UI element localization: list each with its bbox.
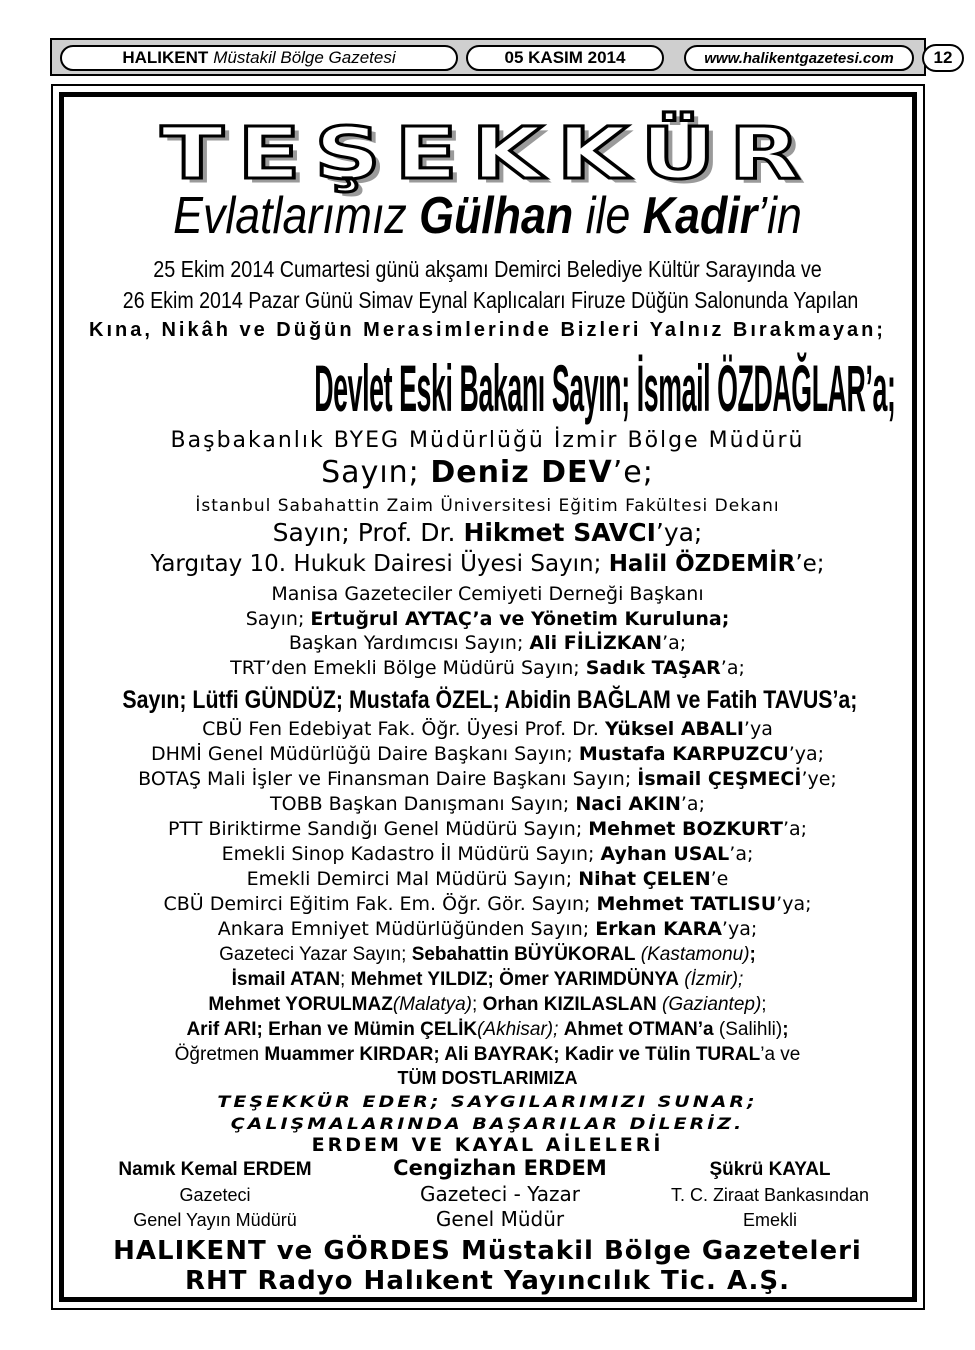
thanks-line: Başbakanlık BYEG Müdürlüğü İzmir Bölge Müdürü: [170, 428, 805, 453]
person-name: Ahmet OTMAN’a: [563, 1019, 714, 1040]
line-text: ;: [340, 969, 351, 990]
person-name: Naci AKIN: [575, 793, 681, 815]
signature-role-1b: Genel Yayın Müdürü: [133, 1210, 297, 1230]
intro-text: ’in: [757, 187, 802, 245]
line-text: ’ye;: [801, 768, 837, 790]
signature-name-1: Namık Kemal ERDEM: [118, 1159, 312, 1180]
person-name: Erkan KARA: [595, 918, 722, 940]
line-text: ’a;: [729, 843, 754, 865]
thanks-line: İstanbul Sabahattin Zaim Üniversitesi Eğitim Fakültesi Dekanı: [195, 496, 780, 516]
thanks-line: [60, 610, 915, 629]
person-name: Deniz DEV: [430, 455, 613, 490]
city-label: (Malatya): [392, 994, 472, 1015]
line-text: ’e;: [795, 551, 825, 577]
line-text: ’e;: [612, 455, 654, 490]
website-link[interactable]: www.halikentgazetesi.com: [684, 45, 914, 71]
thanks-line: [60, 845, 915, 864]
thanks-line: [60, 745, 915, 764]
person-name: Nihat ÇELEN: [578, 868, 711, 890]
line-text: Emekli Demirci Mal Müdürü Sayın;: [246, 868, 579, 890]
intro-text: ile: [573, 187, 643, 245]
line-text: ;: [749, 944, 756, 965]
person-name: Yüksel ABALI: [604, 718, 744, 740]
headline-thanks: Devlet Eski Bakanı Sayın; İsmail ÖZDAĞLAR’a;: [314, 351, 896, 425]
person-name: Ayhan USAL: [600, 843, 730, 865]
footer-line-1: HALIKENT ve GÖRDES Müstakil Bölge Gazeteleri: [113, 1236, 862, 1266]
person-name: Mehmet YILDIZ; Ömer YARIMDÜNYA: [350, 969, 679, 990]
person-name: Ali FİLİZKAN: [529, 632, 663, 654]
issue-date: 05 KASIM 2014: [466, 45, 664, 71]
event-line-3: Kına, Nikâh ve Düğün Merasimlerinde Bizleri Yalnız Bırakmayan;: [89, 319, 886, 341]
line-text: Gazeteci Yazar Sayın;: [219, 944, 412, 965]
city-label: (Kastamonu): [635, 944, 750, 965]
line-text: CBÜ Fen Edebiyat Fak. Öğr. Üyesi Prof. Dr.: [202, 718, 605, 740]
line-text: ’a;: [720, 657, 745, 679]
thanks-line: [60, 770, 915, 789]
thanks-line: [60, 634, 915, 653]
signature-role-3a: T. C. Ziraat Bankasından: [670, 1185, 870, 1205]
person-name: Orhan KIZILASLAN: [482, 994, 657, 1015]
signature-role-1a: Gazeteci: [179, 1185, 251, 1205]
thanks-line: Sayın; Lütfi GÜNDÜZ; Mustafa ÖZEL; Abidin BAĞLAM ve Fatih TAVUS’a;: [122, 686, 858, 714]
line-text: Sayın; Prof. Dr.: [272, 518, 464, 547]
thanks-line: [60, 455, 915, 490]
thanks-line: [60, 920, 915, 939]
line-text: Sayın;: [321, 455, 431, 490]
person-name: Halil ÖZDEMİR: [608, 551, 796, 577]
line-text: ’e: [710, 868, 729, 890]
city-label: (Salihli): [713, 1019, 783, 1040]
person-name: Mehmet TATLISU: [596, 893, 777, 915]
person-name: Hikmet SAVCI: [463, 518, 656, 547]
intro-name-2: Kadir: [642, 187, 758, 245]
thanks-line: [60, 1045, 915, 1064]
line-text: ’a;: [782, 818, 808, 840]
thanks-line: [60, 1020, 915, 1039]
signature-name-2: Cengizhan ERDEM: [393, 1156, 607, 1180]
newspaper-name-pill: [60, 45, 458, 71]
thanks-line: [60, 795, 915, 814]
intro-text: Evlatlarımız: [173, 187, 420, 245]
person-name: Sebahattin BÜYÜKORAL: [411, 944, 636, 965]
person-name: İsmail ATAN: [231, 969, 341, 990]
city-label: (İzmir);: [678, 969, 744, 990]
closing-line-2: ÇALIŞMALARINDA BAŞARILAR DİLERİZ.: [230, 1114, 745, 1134]
signature-name-3: Şükrü KAYAL: [709, 1159, 831, 1180]
signature-role-3b: Emekli: [742, 1210, 797, 1230]
person-name: Mehmet BOZKURT: [588, 818, 783, 840]
line-text: ’ya: [743, 718, 773, 740]
line-text: PTT Biriktirme Sandığı Genel Müdürü Sayın;: [167, 818, 589, 840]
thanks-line: [60, 553, 915, 576]
intro-name-1: Gülhan: [419, 187, 574, 245]
thanks-line: [60, 895, 915, 914]
event-line-1: 25 Ekim 2014 Cumartesi günü akşamı Demirci Belediye Kültür Sarayında ve: [153, 256, 822, 282]
person-name: Arif ARI; Erhan ve Mümin ÇELİK: [186, 1019, 478, 1040]
line-text: Ankara Emniyet Müdürlüğünden Sayın;: [217, 918, 596, 940]
thanks-line: [60, 820, 915, 839]
notice-title: TEŞEKKÜR: [160, 111, 815, 196]
line-text: ’ya;: [721, 918, 758, 940]
line-text: TOBB Başkan Danışmanı Sayın;: [270, 793, 576, 815]
signature-role-2b: Genel Müdür: [435, 1207, 565, 1231]
thanks-line: [60, 720, 915, 739]
families-line: ERDEM VE KAYAL AİLELERİ: [311, 1134, 664, 1156]
thanks-line: [60, 520, 915, 545]
line-text: Yargıtay 10. Hukuk Dairesi Üyesi Sayın;: [150, 551, 609, 577]
line-text: Emekli Sinop Kadastro İl Müdürü Sayın;: [221, 843, 601, 865]
thanks-line: [60, 970, 915, 989]
thanks-line: [60, 995, 915, 1014]
person-name: Muammer KIRDAR; Ali BAYRAK; Kadir ve Tülin TURAL: [264, 1044, 761, 1065]
line-text: ;: [761, 994, 767, 1015]
line-text: BOTAŞ Mali İşler ve Finansman Daire Başkanı Sayın;: [138, 768, 638, 790]
newspaper-subtitle: Müstakil Bölge Gazetesi: [213, 48, 396, 67]
footer-line-2: RHT Radyo Halıkent Yayıncılık Tic. A.Ş.: [184, 1266, 791, 1296]
line-text: Sayın;: [245, 608, 311, 630]
person-name: Ertuğrul AYTAÇ’a ve Yönetim Kuruluna;: [310, 608, 730, 630]
line-text: CBÜ Demirci Eğitim Fak. Em. Öğr. Gör. Sayın;: [163, 893, 597, 915]
line-text: ’ya;: [788, 743, 825, 765]
thanks-line: [60, 870, 915, 889]
line-text: ’a ve: [760, 1044, 801, 1065]
line-text: ’ya;: [776, 893, 812, 915]
page-number: 12: [922, 44, 964, 72]
line-text: TRT’den Emekli Bölge Müdürü Sayın;: [230, 657, 586, 679]
line-text: ’a;: [662, 632, 687, 654]
line-text: ’ya;: [655, 518, 703, 547]
line-text: ;: [472, 994, 483, 1015]
all-friends-line: TÜM DOSTLARIMIZA: [397, 1068, 578, 1088]
person-name: Sadık TAŞAR: [585, 657, 721, 679]
thanks-line: [60, 659, 915, 678]
line-text: DHMİ Genel Müdürlüğü Daire Başkanı Sayın;: [150, 743, 579, 765]
line-text: ’a;: [680, 793, 705, 815]
thanks-line: Manisa Gazeteciler Cemiyeti Derneği Başkanı: [271, 583, 704, 605]
city-label: (Gaziantep): [656, 994, 762, 1015]
signature-role-2a: Gazeteci - Yazar: [420, 1182, 580, 1206]
event-line-2: 26 Ekim 2014 Pazar Günü Simav Eynal Kaplıcaları Firuze Düğün Salonunda Yapılan: [122, 287, 859, 313]
person-name: Mustafa KARPUZCU: [578, 743, 789, 765]
thanks-line: [60, 945, 915, 964]
person-name: İsmail ÇEŞMECİ: [637, 768, 802, 790]
person-name: Mehmet YORULMAZ: [208, 994, 393, 1015]
page-header: [50, 38, 953, 76]
line-text: Öğretmen: [174, 1044, 265, 1065]
line-text: Başkan Yardımcısı Sayın;: [288, 632, 530, 654]
newspaper-name: HALIKENT: [122, 48, 209, 67]
city-label: (Akhisar);: [477, 1019, 564, 1040]
intro-line: [120, 187, 855, 245]
closing-line-1: TEŞEKKÜR EDER; SAYGILARIMIZI SUNAR;: [217, 1092, 758, 1112]
line-text: ;: [782, 1019, 789, 1040]
